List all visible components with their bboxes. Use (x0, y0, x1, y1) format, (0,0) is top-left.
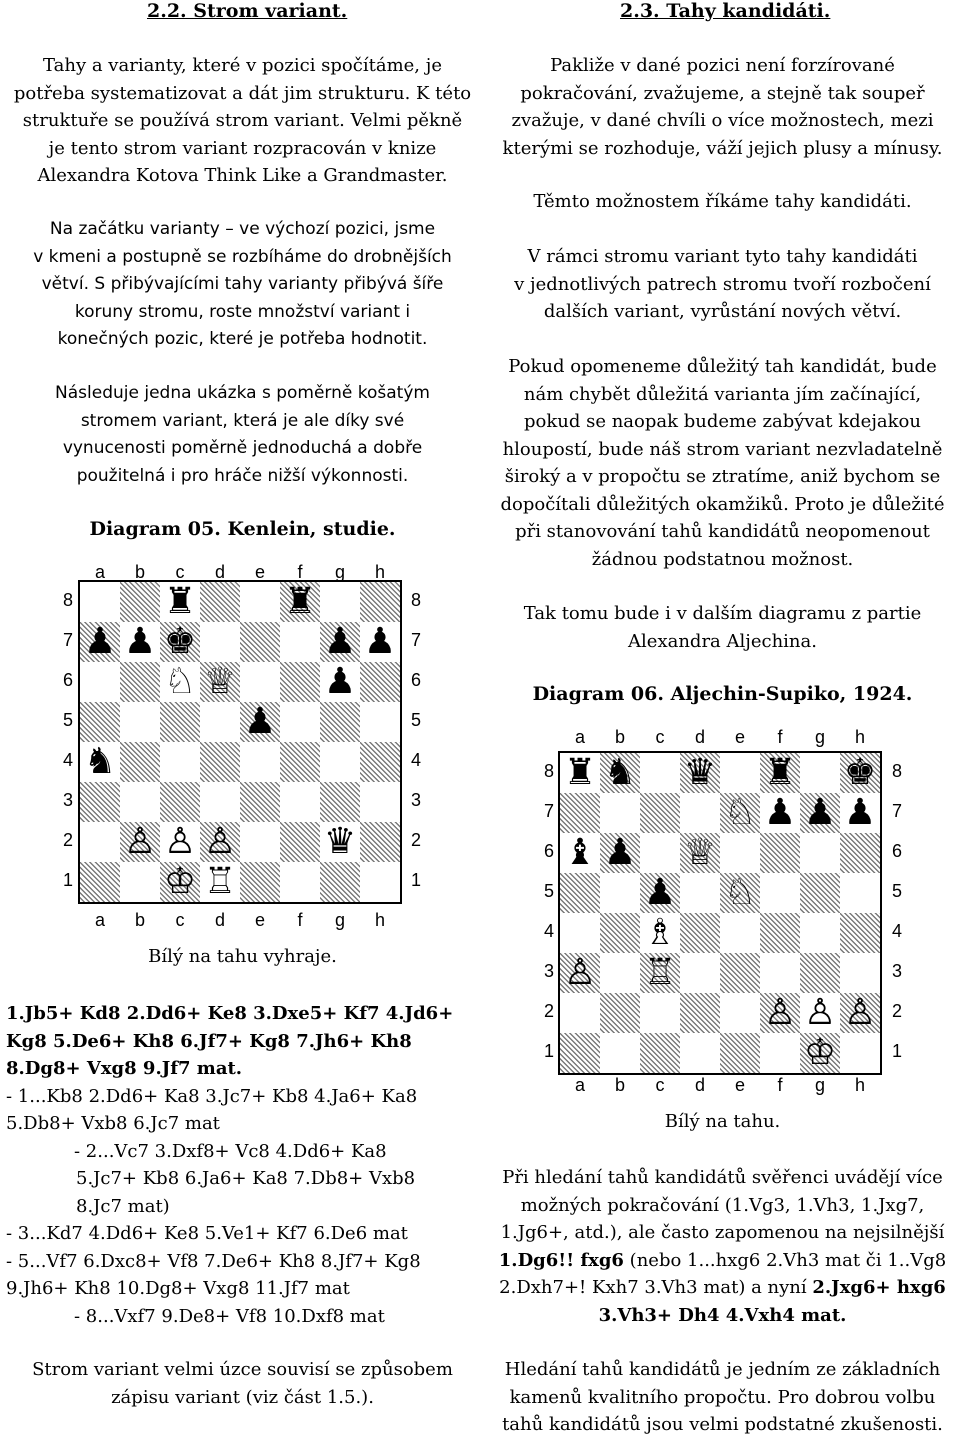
square-g6 (800, 833, 840, 873)
square-h3 (360, 782, 400, 822)
file-label-a: a (94, 910, 105, 930)
file-label-b: b (134, 910, 145, 930)
rank-label-3: 3 (62, 790, 73, 810)
square-h5 (840, 873, 880, 913)
chess-piece-d6: ♕ (203, 661, 237, 702)
square-d8 (200, 582, 240, 622)
rank-label-3: 3 (410, 790, 421, 810)
file-label-f: f (297, 562, 303, 582)
square-g4 (800, 913, 840, 953)
rank-label-1: 1 (62, 870, 73, 890)
file-label-g: g (334, 562, 345, 582)
chess-piece-a7: ♟ (83, 621, 117, 662)
chess-piece-g2: ♛ (323, 821, 357, 862)
rank-label-4: 4 (410, 750, 421, 770)
square-d5 (680, 873, 720, 913)
section-heading-tahy-kandidati: 2.3. Tahy kandidáti. (620, 0, 831, 22)
square-g8 (320, 582, 360, 622)
square-h3 (840, 953, 880, 993)
text-line: potřeba systematizovat a dát jim strukturu. K této (13, 82, 472, 104)
file-label-d: d (694, 727, 705, 747)
bold-move: 1.Dg6!! fxg6 (498, 1249, 624, 1271)
square-e4 (240, 742, 280, 782)
file-label-f: f (777, 1075, 783, 1095)
square-a4 (560, 913, 600, 953)
rank-label-4: 4 (891, 921, 902, 941)
rank-label-5: 5 (62, 710, 73, 730)
text-line: vynucenosti poměrně jednoduchá a dobře (62, 438, 423, 458)
square-e7 (240, 622, 280, 662)
text-line: Hledání tahů kandidátů je jedním ze základních (504, 1359, 941, 1380)
square-e2 (720, 993, 760, 1033)
chess-piece-c1: ♔ (163, 861, 197, 902)
square-d7 (200, 622, 240, 662)
square-c8 (640, 753, 680, 793)
square-b5 (600, 873, 640, 913)
text-line: Tahy a varianty, které v pozici spočítáme, je (43, 55, 442, 76)
square-e8 (720, 753, 760, 793)
file-label-h: h (854, 1075, 865, 1095)
text-line: struktuře se používá strom variant. Velmi pěkně (22, 110, 463, 131)
paragraph-omission (485, 353, 960, 573)
text-line: hloupostí, bude náš strom variant nezvladatelně (502, 438, 943, 460)
bold-move: 2.Jxg6+ hxg6 (812, 1277, 946, 1298)
text-span: 2.Dxh7+! Kxh7 3.Vh3 mat) a nyní (499, 1277, 813, 1298)
square-a5 (80, 702, 120, 742)
square-h2 (360, 822, 400, 862)
text-line: zvažuje, v dané chvíli o více možnostech, mezi (511, 110, 934, 131)
text-line: Tak tomu bude i v dalším diagramu z partie (523, 603, 922, 624)
chess-piece-e5: ♘ (723, 872, 757, 913)
square-f6 (280, 662, 320, 702)
chess-piece-c3: ♖ (643, 952, 677, 993)
chess-piece-g7: ♟ (323, 621, 357, 662)
chess-piece-a6: ♝ (563, 832, 597, 873)
rank-label-7: 7 (543, 801, 554, 821)
file-label-e: e (734, 727, 745, 747)
square-g3 (800, 953, 840, 993)
text-line: zápisu variant (viz část 1.5.). (111, 1386, 374, 1408)
square-b5 (120, 702, 160, 742)
square-c5 (160, 702, 200, 742)
chess-piece-d2: ♙ (203, 821, 237, 862)
diagram-05-caption: Bílý na tahu vyhraje. (148, 946, 337, 967)
file-label-e: e (254, 562, 265, 582)
file-label-a: a (574, 1075, 585, 1095)
file-label-c: c (175, 562, 185, 582)
text-line: možných pokračování (1.Vg3, 1.Vh3, 1.Jxg7, (520, 1194, 925, 1216)
square-a5 (560, 873, 600, 913)
square-d1 (680, 1033, 720, 1073)
text-line: kamenů kvalitního propočtu. Pro dobrou volbu (509, 1386, 936, 1408)
rank-label-3: 3 (543, 961, 554, 981)
square-e6 (720, 833, 760, 873)
square-f1 (760, 1033, 800, 1073)
file-label-d: d (214, 562, 225, 582)
rank-label-7: 7 (62, 630, 73, 650)
rank-label-8: 8 (62, 590, 73, 610)
chess-piece-e7: ♘ (723, 792, 757, 833)
chess-piece-h2: ♙ (843, 992, 877, 1033)
chess-piece-c5: ♟ (643, 872, 677, 913)
chess-piece-h7: ♟ (843, 792, 877, 833)
diagram-06-caption: Bílý na tahu. (664, 1111, 781, 1132)
square-c1 (640, 1033, 680, 1073)
rank-label-8: 8 (543, 761, 554, 781)
chess-piece-g1: ♔ (803, 1032, 837, 1073)
square-e6 (240, 662, 280, 702)
square-h1 (360, 862, 400, 902)
square-e4 (720, 913, 760, 953)
chess-piece-d1: ♖ (203, 861, 237, 902)
file-label-h: h (854, 727, 865, 747)
chess-piece-f8: ♜ (283, 581, 317, 622)
square-h4 (840, 913, 880, 953)
square-b8 (120, 582, 160, 622)
square-f1 (280, 862, 320, 902)
paragraph-branches (485, 243, 960, 326)
move-tree (6, 1000, 453, 1330)
square-h8 (360, 582, 400, 622)
square-a2 (560, 993, 600, 1033)
variation-line: - 3...Kd7 4.Dd6+ Ke8 5.Ve1+ Kf7 6.De6 mat (6, 1223, 408, 1244)
square-a6 (80, 662, 120, 702)
square-f4 (280, 742, 320, 782)
rank-label-7: 7 (891, 801, 902, 821)
chess-piece-d8: ♛ (683, 752, 717, 793)
text-line: Alexandra Kotova Think Like a Grandmaster. (37, 165, 448, 186)
square-d3 (680, 953, 720, 993)
rank-label-5: 5 (891, 881, 902, 901)
diagram-05-title: Diagram 05. Kenlein, studie. (89, 518, 396, 540)
paragraph-closing-left (0, 1356, 485, 1411)
text-line: žádnou podstatnou možnost. (591, 548, 854, 570)
square-g8 (800, 753, 840, 793)
text-line: v jednotlivých patrech stromu tvoří rozbočení (514, 273, 931, 295)
paragraph-candidates-example (485, 1164, 960, 1329)
text-line (485, 1274, 960, 1302)
file-label-b: b (614, 1075, 625, 1095)
chess-piece-b2: ♙ (123, 821, 157, 862)
rank-label-3: 3 (891, 961, 902, 981)
paragraph-intro (0, 52, 485, 190)
variation-line: - 1...Kb8 2.Dd6+ Ka8 3.Jc7+ Kb8 4.Ja6+ Ka8 (6, 1085, 418, 1107)
file-label-c: c (655, 727, 665, 747)
rank-label-8: 8 (410, 590, 421, 610)
square-g1 (320, 862, 360, 902)
rank-label-2: 2 (62, 830, 73, 850)
file-label-a: a (94, 562, 105, 582)
square-g3 (320, 782, 360, 822)
chess-piece-c6: ♘ (163, 661, 197, 702)
chess-piece-b6: ♟ (603, 832, 637, 873)
square-c6 (640, 833, 680, 873)
chess-piece-a8: ♜ (563, 752, 597, 793)
chess-board (558, 751, 882, 1075)
file-label-h: h (374, 910, 385, 930)
variation-line: 9.Jh6+ Kh8 10.Dg8+ Vxg8 11.Jf7 mat (6, 1278, 350, 1299)
rank-label-4: 4 (543, 921, 554, 941)
square-c3 (160, 782, 200, 822)
chess-piece-c8: ♜ (163, 581, 197, 622)
chess-piece-b8: ♞ (603, 752, 637, 793)
text-line: v kmeni a postupně se rozbíháme do drobnějších (33, 246, 452, 267)
text-line: při stanovování tahů kandidátů neopomenout (515, 521, 930, 542)
file-label-h: h (374, 562, 385, 582)
rank-label-2: 2 (543, 1001, 554, 1021)
square-d5 (200, 702, 240, 742)
chess-piece-a3: ♙ (563, 952, 597, 993)
text-line: konečných pozic, které je potřeba hodnotit. (57, 329, 428, 349)
chess-piece-h8: ♚ (843, 752, 877, 793)
file-label-f: f (297, 910, 303, 930)
square-b1 (600, 1033, 640, 1073)
variation-line: - 5...Vf7 6.Dxc8+ Vf8 7.De6+ Kh8 8.Jf7+ Kg8 (6, 1250, 421, 1272)
text-span: (nebo 1...hxg6 2.Vh3 mat či 1..Vg8 (623, 1249, 947, 1271)
square-b6 (120, 662, 160, 702)
text-line: tahů kandidátů jsou velmi podstatné zkušenosti. (502, 1414, 943, 1435)
square-a3 (80, 782, 120, 822)
diagram-06-title: Diagram 06. Aljechin-Supiko, 1924. (532, 683, 913, 705)
main-line: Kg8 5.De6+ Kh8 6.Jf7+ Kg8 7.Jh6+ Kh8 (6, 1030, 412, 1052)
square-c2 (640, 993, 680, 1033)
square-f2 (280, 822, 320, 862)
paragraph-closing-right (485, 1356, 960, 1439)
text-line: Na začátku varianty – ve výchozí pozici, jsme (49, 219, 436, 239)
file-label-a: a (574, 727, 585, 747)
square-h6 (840, 833, 880, 873)
chess-piece-f8: ♜ (763, 752, 797, 793)
square-c4 (160, 742, 200, 782)
rank-label-6: 6 (891, 841, 902, 861)
rank-label-4: 4 (62, 750, 73, 770)
file-label-d: d (694, 1075, 705, 1095)
text-line: 1.Jg6+, atd.), ale často zapomenou na nejsilnější (500, 1222, 945, 1243)
chess-piece-c2: ♙ (163, 821, 197, 862)
text-line: pokud se naopak budeme zabývat kdejakou (524, 411, 921, 432)
file-label-e: e (254, 910, 265, 930)
square-b1 (120, 862, 160, 902)
text-line: Pakliže v dané pozici není forzírované (550, 55, 895, 76)
paragraph-next-diagram (485, 600, 960, 655)
square-b4 (600, 913, 640, 953)
variation-line: - 8...Vxf7 9.De8+ Vf8 10.Dxf8 mat (74, 1305, 385, 1327)
rank-label-5: 5 (543, 881, 554, 901)
square-d4 (200, 742, 240, 782)
file-label-d: d (214, 910, 225, 930)
text-line: stromem variant, která je ale díky své (80, 410, 405, 431)
main-line: 8.Dg8+ Vxg8 9.Jf7 mat. (6, 1058, 243, 1079)
paragraph-definition (485, 188, 960, 216)
square-h4 (360, 742, 400, 782)
square-e2 (240, 822, 280, 862)
file-label-e: e (734, 1075, 745, 1095)
square-f5 (760, 873, 800, 913)
file-label-b: b (134, 562, 145, 582)
file-label-c: c (175, 910, 185, 930)
rank-label-5: 5 (410, 710, 421, 730)
chess-piece-g6: ♟ (323, 661, 357, 702)
text-line: použitelná i pro hráče nižší výkonnosti. (76, 465, 409, 486)
variation-line: 8.Jc7 mat) (76, 1195, 170, 1217)
rank-label-8: 8 (891, 761, 902, 781)
chess-piece-f7: ♟ (763, 792, 797, 833)
bold-move: 3.Vh3+ Dh4 4.Vxh4 mat. (598, 1304, 847, 1326)
square-g5 (320, 702, 360, 742)
rank-label-7: 7 (410, 630, 421, 650)
text-line: větví. S přibývajícími tahy varianty přibývá šíře (41, 274, 444, 294)
square-g5 (800, 873, 840, 913)
square-e1 (720, 1033, 760, 1073)
square-a7 (560, 793, 600, 833)
text-line: je tento strom variant rozpracován v knize (48, 137, 437, 159)
chess-piece-g2: ♙ (803, 992, 837, 1033)
square-a2 (80, 822, 120, 862)
square-g4 (320, 742, 360, 782)
rank-label-6: 6 (62, 670, 73, 690)
square-e8 (240, 582, 280, 622)
square-a8 (80, 582, 120, 622)
square-h1 (840, 1033, 880, 1073)
text-line (485, 1247, 960, 1275)
square-b3 (600, 953, 640, 993)
square-d2 (680, 993, 720, 1033)
file-label-g: g (334, 910, 345, 930)
rank-label-1: 1 (891, 1041, 902, 1061)
text-line: nám chybět důležitá varianta jím začínající, (523, 383, 922, 405)
square-f3 (280, 782, 320, 822)
rank-label-2: 2 (891, 1001, 902, 1021)
chess-piece-b7: ♟ (123, 621, 157, 662)
square-f6 (760, 833, 800, 873)
rank-label-6: 6 (410, 670, 421, 690)
chess-piece-f2: ♙ (763, 992, 797, 1033)
text-line: Při hledání tahů kandidátů svěřenci uvádějí více (502, 1167, 943, 1188)
text-line: Následuje jedna ukázka s poměrně košatým (55, 383, 430, 403)
square-f5 (280, 702, 320, 742)
chess-piece-a4: ♞ (83, 741, 117, 782)
text-line: pokračování, zvažujeme, a stejně tak soupeř (520, 82, 925, 104)
text-line: Strom variant velmi úzce souvisí se způsobem (32, 1359, 453, 1380)
chess-piece-d6: ♕ (683, 832, 717, 873)
square-b3 (120, 782, 160, 822)
square-e3 (720, 953, 760, 993)
square-h6 (360, 662, 400, 702)
square-b4 (120, 742, 160, 782)
paragraph-example (0, 380, 485, 490)
chess-piece-g7: ♟ (803, 792, 837, 833)
file-label-f: f (777, 727, 783, 747)
square-d7 (680, 793, 720, 833)
text-line: dopočítali důležitých okamžiků. Proto je důležité (500, 493, 945, 515)
text-line: Pokud opomeneme důležitý tah kandidát, bude (508, 356, 937, 377)
text-line: dalších variant, vyrůstání nových větví. (543, 301, 902, 322)
square-f7 (280, 622, 320, 662)
square-d4 (680, 913, 720, 953)
chess-piece-h7: ♟ (363, 621, 397, 662)
text-line: koruny stromu, roste množství variant i (74, 301, 411, 322)
rank-label-1: 1 (410, 870, 421, 890)
square-f4 (760, 913, 800, 953)
section-heading-strom-variant: 2.2. Strom variant. (147, 0, 348, 22)
file-label-b: b (614, 727, 625, 747)
square-f3 (760, 953, 800, 993)
square-c7 (640, 793, 680, 833)
paragraph-forced (485, 52, 960, 162)
square-a1 (560, 1033, 600, 1073)
text-line: Těmto možnostem říkáme tahy kandidáti. (533, 191, 912, 212)
square-e1 (240, 862, 280, 902)
variation-line: 5.Jc7+ Kb8 6.Ja6+ Ka8 7.Db8+ Vxb8 (76, 1168, 416, 1189)
file-label-c: c (655, 1075, 665, 1095)
square-h5 (360, 702, 400, 742)
chess-piece-c7: ♚ (163, 621, 197, 662)
square-d3 (200, 782, 240, 822)
rank-label-1: 1 (543, 1041, 554, 1061)
square-b7 (600, 793, 640, 833)
square-e3 (240, 782, 280, 822)
chess-piece-e5: ♟ (243, 701, 277, 742)
main-line: 1.Jb5+ Kd8 2.Dd6+ Ke8 3.Dxe5+ Kf7 4.Jd6+ (6, 1003, 454, 1024)
text-line: široký a v propočtu se ztratíme, aniž bychom se (504, 466, 941, 487)
text-line: Alexandra Aljechina. (628, 630, 817, 652)
text-line: kterými se rozhoduje, váží jejich plusy a mínusy. (502, 137, 943, 159)
text-line: V rámci stromu variant tyto tahy kandidáti (527, 246, 918, 267)
paragraph-trunk (0, 216, 485, 354)
rank-label-2: 2 (410, 830, 421, 850)
variation-line: 5.Db8+ Vxb8 6.Jc7 mat (6, 1113, 220, 1134)
chess-piece-c4: ♗ (643, 912, 677, 953)
file-label-g: g (814, 727, 825, 747)
square-a1 (80, 862, 120, 902)
chess-board (78, 580, 402, 904)
variation-line: - 2...Vc7 3.Dxf8+ Vc8 4.Dd6+ Ka8 (74, 1140, 387, 1162)
square-b2 (600, 993, 640, 1033)
rank-label-6: 6 (543, 841, 554, 861)
file-label-g: g (814, 1075, 825, 1095)
text-line (485, 1302, 960, 1330)
